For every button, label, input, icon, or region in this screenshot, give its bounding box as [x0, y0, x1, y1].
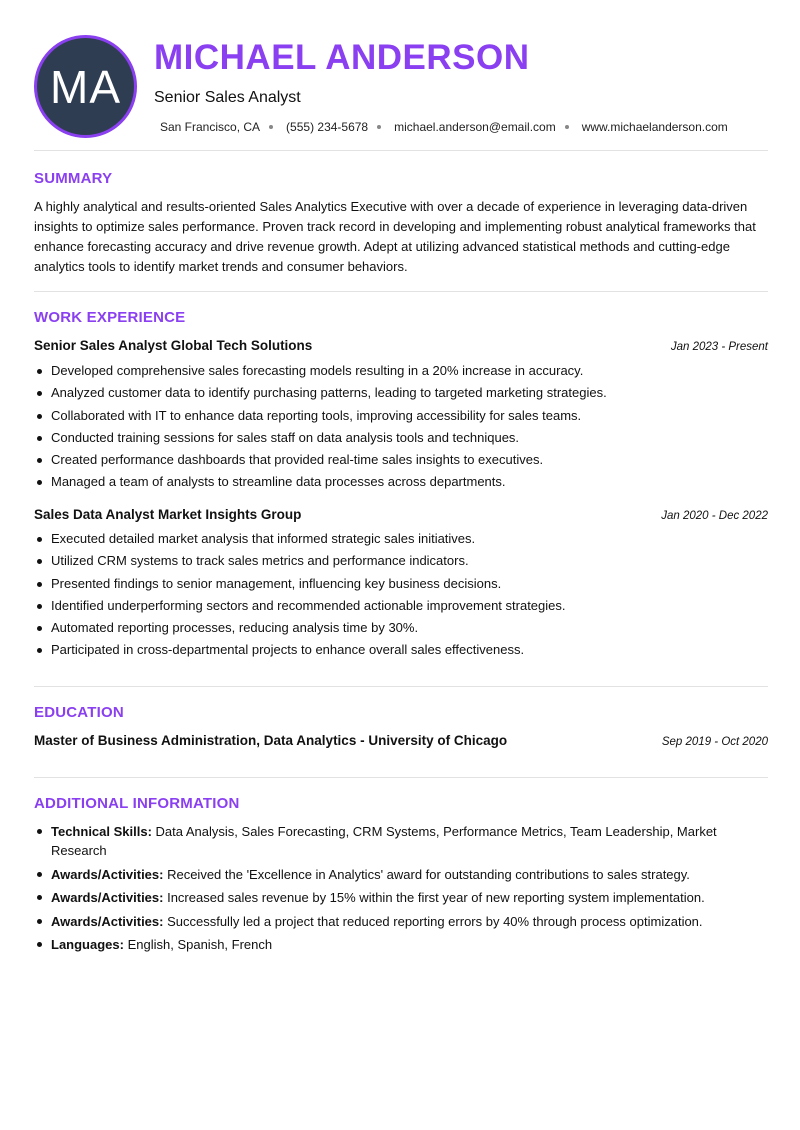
item-text: Increased sales revenue by 15% within the first year of new reporting system implementation. — [163, 890, 705, 905]
list-item: Conducted training sessions for sales staff on data analysis tools and techniques. — [34, 427, 768, 449]
list-item: Presented findings to senior management, influencing key business decisions. — [34, 573, 768, 595]
item-label: Awards/Activities: — [51, 913, 164, 929]
job-title: Sales Data Analyst Market Insights Group — [34, 507, 302, 522]
list-item: Utilized CRM systems to track sales metrics and performance indicators. — [34, 550, 768, 572]
additional-info-heading: ADDITIONAL INFORMATION — [34, 795, 240, 812]
list-item: Developed comprehensive sales forecasting models resulting in a 20% increase in accuracy. — [34, 360, 768, 382]
list-item — [34, 912, 768, 931]
list-item: Created performance dashboards that provided real-time sales insights to executives. — [34, 449, 768, 471]
list-item: Participated in cross-departmental projects to enhance overall sales effectiveness. — [34, 639, 768, 661]
avatar — [34, 35, 137, 138]
separator-dot-icon — [377, 125, 381, 129]
additional-info-list — [34, 822, 768, 959]
item-text: Data Analysis, Sales Forecasting, CRM Systems, Performance Metrics, Team Leadership, Market Research — [51, 824, 717, 858]
list-item — [34, 865, 768, 884]
separator-dot-icon — [565, 125, 569, 129]
section-divider — [34, 291, 768, 292]
job-bullets — [34, 528, 768, 662]
contact-phone: (555) 234-5678 — [286, 120, 369, 134]
job-dates: Jan 2023 - Present — [670, 341, 768, 353]
list-item: Executed detailed market analysis that informed strategic sales initiatives. — [34, 528, 768, 550]
contact-location: San Francisco, CA — [160, 120, 261, 134]
contact-email[interactable]: michael.anderson@email.com — [394, 120, 556, 134]
avatar-initials: MA — [50, 60, 121, 113]
section-divider — [34, 686, 768, 687]
section-divider — [34, 777, 768, 778]
item-label: Technical Skills: — [51, 824, 152, 839]
education-dates: Sep 2019 - Oct 2020 — [661, 736, 768, 748]
item-label: Awards/Activities: — [51, 890, 164, 905]
item-text: Successfully led a project that reduced reporting errors by 40% through process optimization. — [163, 913, 703, 929]
job-title: Senior Sales Analyst Global Tech Solutions — [34, 338, 313, 353]
list-item: Identified underperforming sectors and recommended actionable improvement strategies. — [34, 595, 768, 617]
summary-heading: SUMMARY — [34, 170, 113, 187]
list-item: Collaborated with IT to enhance data reporting tools, improving accessibility for sales teams. — [34, 405, 768, 427]
item-text: English, Spanish, French — [123, 937, 273, 952]
job-bullets — [34, 360, 768, 494]
list-item: Automated reporting processes, reducing analysis time by 30%. — [34, 617, 768, 639]
list-item — [34, 888, 768, 907]
work-experience-heading: WORK EXPERIENCE — [34, 309, 186, 326]
job-header — [34, 507, 768, 522]
contact-website[interactable]: www.michaelanderson.com — [581, 120, 728, 134]
list-item — [34, 935, 768, 954]
degree-title: Master of Business Administration, Data Analytics - University of Chicago — [34, 733, 508, 748]
candidate-role: Senior Sales Analyst — [154, 89, 301, 106]
job-dates: Jan 2020 - Dec 2022 — [661, 510, 768, 522]
item-text: Received the 'Excellence in Analytics' award for outstanding contributions to sales strategy. — [163, 866, 690, 882]
education-entry — [34, 733, 768, 748]
candidate-name: MICHAEL ANDERSON — [154, 38, 530, 77]
contact-line — [160, 120, 728, 134]
item-label: Languages: — [51, 937, 124, 952]
list-item — [34, 822, 768, 860]
job-header — [34, 338, 768, 353]
education-heading: EDUCATION — [34, 704, 124, 721]
list-item: Managed a team of analysts to streamline data processes across departments. — [34, 471, 768, 493]
list-item: Analyzed customer data to identify purchasing patterns, leading to targeted marketing strategies. — [34, 382, 768, 404]
separator-dot-icon — [269, 125, 273, 129]
item-label: Awards/Activities: — [51, 866, 164, 882]
summary-text: A highly analytical and results-oriented Sales Analytics Executive with over a decade of experience in leveraging data-driven insights to optimize sales performance. Proven track record in developing and implementing robust analytical frameworks that enhance forecasting accuracy and drive revenue growth. Adept at utilizing advanced statistical methods and cutting-edge analytics tools to identify market trends and consumer behaviors. — [34, 199, 756, 274]
section-divider — [34, 150, 768, 151]
